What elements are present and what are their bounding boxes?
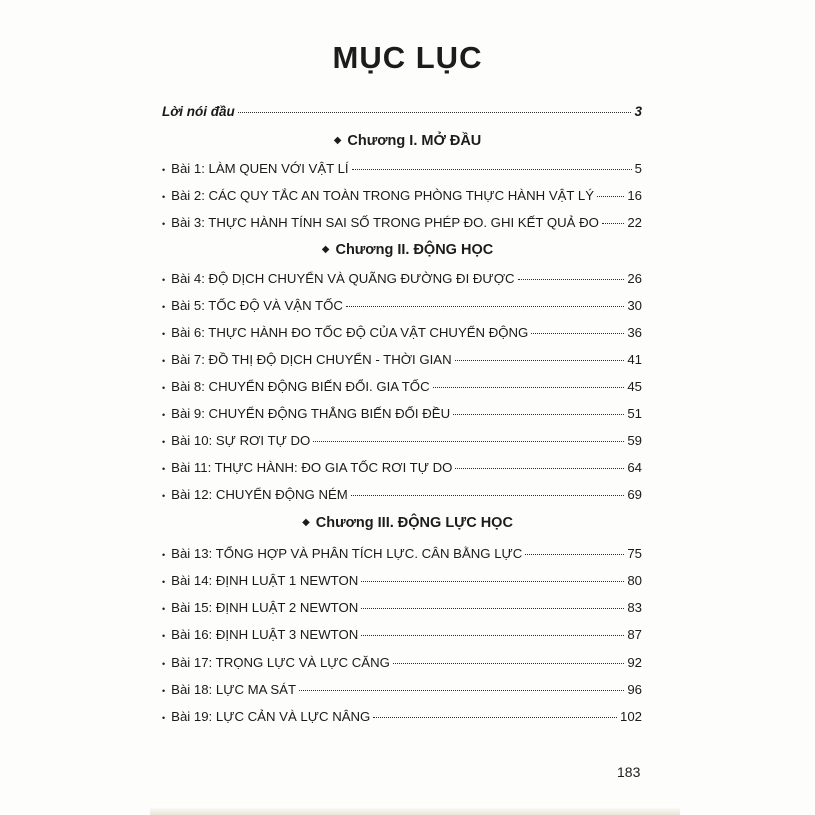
diamond-bullet-icon: ◆ bbox=[333, 135, 342, 146]
dot-leader bbox=[346, 306, 624, 307]
toc-entry-page: 5 bbox=[634, 161, 642, 176]
toc-entry-page: 16 bbox=[627, 188, 642, 203]
toc-entry-page: 41 bbox=[627, 352, 642, 367]
bullet-icon: • bbox=[162, 686, 166, 696]
toc-entry[interactable] bbox=[162, 708, 642, 726]
toc-entry-page: 102 bbox=[619, 709, 642, 724]
toc-entry-page: 64 bbox=[627, 460, 642, 475]
bullet-icon: • bbox=[162, 192, 166, 202]
toc-entry[interactable] bbox=[162, 459, 642, 477]
toc-entry[interactable] bbox=[162, 270, 642, 288]
toc-entry-label: Bài 9: CHUYỂN ĐỘNG THẲNG BIẾN ĐỔI ĐỀU bbox=[171, 406, 451, 421]
page-title: MỤC LỤC bbox=[332, 40, 483, 75]
toc-entry-page: 96 bbox=[627, 682, 642, 697]
toc-entry-label: Bài 4: ĐỘ DỊCH CHUYỂN VÀ QUÃNG ĐƯỜNG ĐI ĐƯỢC bbox=[171, 271, 515, 286]
toc-entry[interactable] bbox=[162, 654, 642, 672]
toc-entry-label: Bài 3: THỰC HÀNH TÍNH SAI SỐ TRONG PHÉP ĐO. GHI KẾT QUẢ ĐO bbox=[171, 215, 599, 230]
toc-entry-page: 45 bbox=[627, 379, 642, 394]
bullet-icon: • bbox=[162, 302, 166, 312]
toc-entry[interactable] bbox=[162, 486, 642, 504]
toc-entry[interactable] bbox=[162, 626, 642, 644]
toc-entry-label: Bài 12: CHUYỂN ĐỘNG NÉM bbox=[171, 487, 348, 502]
toc-entry-label: Bài 10: SỰ RƠI TỰ DO bbox=[171, 433, 311, 448]
page-edge-shadow bbox=[150, 806, 680, 815]
bullet-icon: • bbox=[162, 659, 166, 669]
dot-leader bbox=[238, 112, 632, 113]
dot-leader bbox=[518, 279, 625, 280]
diamond-bullet-icon: ◆ bbox=[321, 244, 330, 255]
toc-entry[interactable] bbox=[162, 405, 642, 423]
toc-entry-page: 80 bbox=[627, 573, 642, 588]
bullet-icon: • bbox=[162, 383, 166, 393]
toc-entry-page: 59 bbox=[627, 433, 642, 448]
toc-entry[interactable] bbox=[162, 432, 642, 450]
toc-entry[interactable] bbox=[162, 572, 642, 590]
diamond-bullet-icon: ◆ bbox=[302, 517, 310, 528]
dot-leader bbox=[373, 717, 617, 718]
toc-entry[interactable] bbox=[162, 297, 642, 315]
toc-entry-label: Bài 8: CHUYỂN ĐỘNG BIẾN ĐỔI. GIA TỐC bbox=[171, 379, 430, 394]
toc-entry-page: 22 bbox=[627, 215, 642, 230]
chapter-heading-2: ◆ Chương II. ĐỘNG HỌC bbox=[321, 242, 494, 258]
toc-entry-label: Bài 16: ĐỊNH LUẬT 3 NEWTON bbox=[171, 627, 359, 642]
toc-entry[interactable] bbox=[162, 324, 642, 342]
bullet-icon: • bbox=[162, 550, 166, 560]
dot-leader bbox=[361, 635, 624, 636]
dot-leader bbox=[597, 196, 624, 197]
toc-entry-label: Bài 13: TỔNG HỢP VÀ PHÂN TÍCH LỰC. CÂN BẰNG LỰC bbox=[171, 546, 523, 561]
dot-leader bbox=[299, 690, 624, 691]
toc-entry-label: Bài 5: TỐC ĐỘ VÀ VẬN TỐC bbox=[171, 298, 343, 313]
page-number: 183 bbox=[617, 764, 641, 780]
dot-leader bbox=[393, 663, 624, 664]
bullet-icon: • bbox=[162, 275, 166, 285]
dot-leader bbox=[453, 414, 624, 415]
dot-leader bbox=[455, 468, 624, 469]
toc-entry-label: Bài 19: LỰC CẢN VÀ LỰC NÂNG bbox=[171, 709, 371, 724]
dot-leader bbox=[313, 441, 624, 442]
toc-entry-label: Bài 6: THỰC HÀNH ĐO TỐC ĐỘ CỦA VẬT CHUYỂN ĐỘNG bbox=[171, 325, 529, 340]
toc-entry[interactable] bbox=[162, 599, 642, 617]
dot-leader bbox=[433, 387, 625, 388]
toc-entry-preface[interactable] bbox=[162, 103, 642, 121]
toc-entry-label: Bài 18: LỰC MA SÁT bbox=[171, 682, 297, 697]
toc-entry[interactable] bbox=[162, 160, 642, 178]
toc-entry-page: 83 bbox=[627, 600, 642, 615]
toc-entry-label: Bài 7: ĐỒ THỊ ĐỘ DỊCH CHUYỂN - THỜI GIAN bbox=[171, 352, 452, 367]
dot-leader bbox=[352, 169, 632, 170]
bullet-icon: • bbox=[162, 437, 166, 447]
toc-entry-page: 51 bbox=[627, 406, 642, 421]
toc-entry-page: 30 bbox=[627, 298, 642, 313]
toc-entry-label: Bài 2: CÁC QUY TẮC AN TOÀN TRONG PHÒNG THỰC HÀNH VẬT LÝ bbox=[171, 188, 595, 203]
bullet-icon: • bbox=[162, 410, 166, 420]
toc-entry[interactable] bbox=[162, 681, 642, 699]
toc-entry-page: 3 bbox=[634, 104, 642, 119]
chapter-heading-3: ◆ Chương III. ĐỘNG LỰC HỌC bbox=[302, 515, 513, 531]
dot-leader bbox=[602, 223, 624, 224]
toc-entry[interactable] bbox=[162, 214, 642, 232]
chapter-heading-1: ◆ Chương I. MỞ ĐẦU bbox=[333, 133, 482, 149]
bullet-icon: • bbox=[162, 329, 166, 339]
toc-entry[interactable] bbox=[162, 187, 642, 205]
dot-leader bbox=[351, 495, 625, 496]
toc-entry-page: 69 bbox=[627, 487, 642, 502]
dot-leader bbox=[525, 554, 624, 555]
dot-leader bbox=[531, 333, 624, 334]
toc-entry[interactable] bbox=[162, 378, 642, 396]
bullet-icon: • bbox=[162, 604, 166, 614]
dot-leader bbox=[361, 608, 624, 609]
bullet-icon: • bbox=[162, 165, 166, 175]
toc-entry-label: Bài 14: ĐỊNH LUẬT 1 NEWTON bbox=[171, 573, 359, 588]
toc-entry-page: 75 bbox=[627, 546, 642, 561]
bullet-icon: • bbox=[162, 713, 166, 723]
toc-entry-label: Bài 17: TRỌNG LỰC VÀ LỰC CĂNG bbox=[171, 655, 390, 670]
bullet-icon: • bbox=[162, 577, 166, 587]
bullet-icon: • bbox=[162, 356, 166, 366]
bullet-icon: • bbox=[162, 631, 166, 641]
toc-entry-page: 87 bbox=[627, 627, 642, 642]
toc-entry-label: Bài 15: ĐỊNH LUẬT 2 NEWTON bbox=[171, 600, 359, 615]
toc-entry-page: 36 bbox=[627, 325, 642, 340]
toc-entry-label: Lời nói đầu bbox=[162, 104, 235, 119]
toc-entry-page: 26 bbox=[627, 271, 642, 286]
bullet-icon: • bbox=[162, 219, 166, 229]
bullet-icon: • bbox=[162, 491, 166, 501]
toc-entry-label: Bài 11: THỰC HÀNH: ĐO GIA TỐC RƠI TỰ DO bbox=[171, 460, 453, 475]
toc-entry-page: 92 bbox=[627, 655, 642, 670]
dot-leader bbox=[455, 360, 625, 361]
toc-entry[interactable] bbox=[162, 545, 642, 563]
dot-leader bbox=[361, 581, 624, 582]
toc-entry[interactable] bbox=[162, 351, 642, 369]
toc-entry-label: Bài 1: LÀM QUEN VỚI VẬT LÍ bbox=[171, 161, 349, 176]
bullet-icon: • bbox=[162, 464, 166, 474]
